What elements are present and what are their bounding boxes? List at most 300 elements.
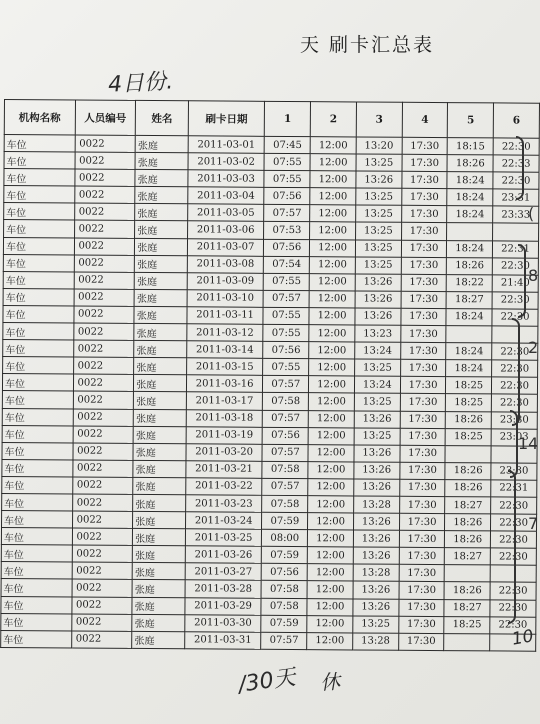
cell-punch-1: 07:56 xyxy=(263,427,309,444)
cell-name: 张庭 xyxy=(132,631,185,648)
cell-punch-6: 23:30 xyxy=(491,411,537,428)
cell-punch-4: 17:30 xyxy=(400,342,446,359)
header-name: 姓名 xyxy=(135,100,188,135)
cell-punch-1: 07:53 xyxy=(264,222,310,239)
cell-punch-5 xyxy=(444,633,490,650)
cell-punch-4: 17:30 xyxy=(399,496,445,513)
cell-punch-3: 13:26 xyxy=(355,308,401,325)
margin-bracket xyxy=(510,410,518,478)
margin-mark: 2 xyxy=(528,338,539,357)
cell-punch-3: 13:25 xyxy=(355,222,401,239)
cell-staff-id: 0022 xyxy=(72,579,133,597)
cell-punch-6: 22:33 xyxy=(493,155,539,172)
cell-punch-3: 13:25 xyxy=(356,205,402,222)
cell-name: 张庭 xyxy=(135,170,188,187)
cell-punch-1: 07:55 xyxy=(264,273,310,290)
cell-punch-1: 07:59 xyxy=(262,512,308,529)
cell-org: 车位 xyxy=(2,459,73,477)
cell-name: 张庭 xyxy=(133,460,186,477)
cell-date: 2011-03-01 xyxy=(188,136,265,154)
cell-punch-5: 18:25 xyxy=(444,616,490,633)
cell-name: 张庭 xyxy=(135,135,188,152)
header-punch-2: 2 xyxy=(310,102,356,137)
cell-punch-5: 18:25 xyxy=(445,428,491,445)
cell-name: 张庭 xyxy=(132,614,185,631)
handwritten-days-note: /30天 xyxy=(236,665,298,698)
cell-punch-3: 13:26 xyxy=(356,171,402,188)
cell-punch-4: 17:30 xyxy=(399,599,445,616)
cell-punch-3: 13:23 xyxy=(355,325,401,342)
cell-punch-5 xyxy=(445,565,491,582)
cell-staff-id: 0022 xyxy=(74,255,135,273)
cell-punch-6 xyxy=(493,223,539,240)
cell-punch-1: 07:59 xyxy=(262,547,308,564)
cell-org: 车位 xyxy=(2,408,73,426)
cell-date: 2011-03-29 xyxy=(185,597,262,615)
cell-date: 2011-03-27 xyxy=(185,563,262,581)
cell-date: 2011-03-17 xyxy=(186,392,263,410)
cell-punch-3: 13:25 xyxy=(356,154,402,171)
cell-punch-4: 17:30 xyxy=(399,582,445,599)
cell-punch-1: 07:55 xyxy=(263,359,309,376)
cell-punch-6: 22:30 xyxy=(492,343,538,360)
cell-org: 车位 xyxy=(1,528,72,546)
cell-punch-3: 13:28 xyxy=(353,633,399,650)
cell-punch-2: 12:00 xyxy=(310,137,356,154)
cell-org: 车位 xyxy=(2,493,73,511)
cell-name: 张庭 xyxy=(135,238,188,255)
cell-staff-id: 0022 xyxy=(75,152,136,170)
cell-name: 张庭 xyxy=(133,494,186,511)
cell-name: 张庭 xyxy=(134,392,187,409)
cell-name: 张庭 xyxy=(133,511,186,528)
cell-punch-5: 18:24 xyxy=(446,360,492,377)
cell-date: 2011-03-19 xyxy=(186,426,263,444)
cell-staff-id: 0022 xyxy=(74,220,135,238)
cell-punch-2: 12:00 xyxy=(308,444,354,461)
cell-punch-3: 13:20 xyxy=(356,137,402,154)
cell-punch-5: 18:25 xyxy=(446,377,492,394)
cell-name: 张庭 xyxy=(133,529,186,546)
cell-punch-3: 13:25 xyxy=(354,428,400,445)
cell-date: 2011-03-10 xyxy=(187,290,264,308)
cell-punch-1: 07:58 xyxy=(262,461,308,478)
cell-date: 2011-03-07 xyxy=(187,238,264,256)
cell-punch-4: 17:30 xyxy=(402,137,448,154)
cell-punch-3: 13:26 xyxy=(353,513,399,530)
cell-punch-4: 17:30 xyxy=(399,548,445,565)
cell-date: 2011-03-16 xyxy=(186,375,263,393)
cell-punch-4: 17:30 xyxy=(400,428,446,445)
cell-punch-4: 17:30 xyxy=(401,291,447,308)
cell-punch-2: 12:00 xyxy=(310,239,356,256)
cell-name: 张庭 xyxy=(132,563,185,580)
cell-punch-2: 12:00 xyxy=(307,581,353,598)
cell-punch-4: 17:30 xyxy=(401,189,447,206)
cell-punch-5: 18:24 xyxy=(446,309,492,326)
cell-punch-1: 07:57 xyxy=(263,410,309,427)
cell-staff-id: 0022 xyxy=(74,272,135,290)
cell-name: 张庭 xyxy=(134,375,187,392)
cell-punch-2: 12:00 xyxy=(309,376,355,393)
cell-punch-5: 18:26 xyxy=(447,155,493,172)
cell-name: 张庭 xyxy=(135,187,188,204)
cell-punch-4: 17:30 xyxy=(401,223,447,240)
cell-punch-6: 22:31 xyxy=(493,240,539,257)
cell-org: 车位 xyxy=(3,323,74,341)
cell-date: 2011-03-09 xyxy=(187,273,264,291)
cell-punch-5: 18:24 xyxy=(447,189,493,206)
cell-date: 2011-03-04 xyxy=(188,187,265,205)
cell-date: 2011-03-05 xyxy=(187,204,264,222)
cell-punch-6: 23:31 xyxy=(493,189,539,206)
cell-name: 张庭 xyxy=(135,153,188,170)
cell-punch-4: 17:30 xyxy=(399,530,445,547)
cell-name: 张庭 xyxy=(135,255,188,272)
cell-org: 车位 xyxy=(3,254,74,272)
cell-punch-1: 07:59 xyxy=(261,615,307,632)
margin-bracket xyxy=(518,244,526,318)
cell-punch-1: 07:57 xyxy=(262,478,308,495)
header-date: 刷卡日期 xyxy=(188,101,265,137)
cell-punch-4: 17:30 xyxy=(399,565,445,582)
cell-staff-id: 0022 xyxy=(72,460,133,478)
cell-punch-1: 07:58 xyxy=(263,393,309,410)
cell-staff-id: 0022 xyxy=(73,408,134,426)
header-punch-1: 1 xyxy=(265,101,311,136)
cell-punch-4: 17:30 xyxy=(399,513,445,530)
cell-punch-2: 12:00 xyxy=(307,547,353,564)
cell-name: 张庭 xyxy=(134,358,187,375)
cell-staff-id: 0022 xyxy=(74,238,135,256)
cell-punch-1: 07:55 xyxy=(264,171,310,188)
cell-punch-5: 18:26 xyxy=(447,257,493,274)
cell-punch-2: 12:00 xyxy=(308,410,354,427)
page-title: 天 刷卡汇总表 xyxy=(300,34,435,56)
cell-date: 2011-03-11 xyxy=(187,307,264,325)
cell-staff-id: 0022 xyxy=(75,135,136,153)
cell-punch-1: 07:54 xyxy=(264,256,310,273)
cell-date: 2011-03-02 xyxy=(188,153,265,171)
margin-mark: ( xyxy=(528,204,535,223)
cell-date: 2011-03-06 xyxy=(187,221,264,239)
swipe-card-table xyxy=(0,99,540,652)
cell-name: 张庭 xyxy=(134,323,187,340)
cell-punch-1: 07:57 xyxy=(264,205,310,222)
handwritten-month-note: 4日份. xyxy=(107,69,174,98)
table-row xyxy=(1,630,536,651)
cell-punch-4: 17:30 xyxy=(400,462,446,479)
header-punch-5: 5 xyxy=(448,103,494,138)
cell-punch-3: 13:28 xyxy=(353,564,399,581)
cell-punch-3: 13:26 xyxy=(354,445,400,462)
cell-punch-5: 18:24 xyxy=(446,343,492,360)
cell-punch-5: 18:26 xyxy=(445,462,491,479)
cell-name: 张庭 xyxy=(134,341,187,358)
cell-punch-4: 17:30 xyxy=(402,154,448,171)
cell-punch-1: 07:56 xyxy=(264,188,310,205)
cell-org: 车位 xyxy=(2,442,73,460)
cell-staff-id: 0022 xyxy=(73,426,134,444)
cell-punch-6: 22:30 xyxy=(492,360,538,377)
cell-punch-1: 07:58 xyxy=(261,598,307,615)
cell-name: 张庭 xyxy=(133,443,186,460)
header-staff-id: 人员编号 xyxy=(75,100,136,135)
cell-punch-1: 07:57 xyxy=(261,632,307,649)
cell-punch-5: 18:22 xyxy=(447,274,493,291)
cell-punch-6: 22:30 xyxy=(491,497,537,514)
cell-punch-6: 22:30 xyxy=(491,531,537,548)
cell-punch-3: 13:26 xyxy=(355,274,401,291)
cell-org: 车位 xyxy=(4,220,75,238)
cell-punch-6: 21:40 xyxy=(492,275,538,292)
cell-org: 车位 xyxy=(3,340,74,358)
cell-staff-id: 0022 xyxy=(71,597,132,615)
cell-name: 张庭 xyxy=(135,204,188,221)
cell-org: 车位 xyxy=(1,613,72,631)
cell-punch-4: 17:30 xyxy=(400,445,446,462)
cell-punch-3: 13:24 xyxy=(355,342,401,359)
cell-punch-2: 12:00 xyxy=(307,615,353,632)
cell-punch-1: 07:57 xyxy=(264,290,310,307)
cell-punch-2: 12:00 xyxy=(309,273,355,290)
cell-name: 张庭 xyxy=(134,289,187,306)
cell-punch-5: 18:26 xyxy=(444,582,490,599)
cell-date: 2011-03-15 xyxy=(186,358,263,376)
cell-org: 车位 xyxy=(4,135,75,153)
cell-punch-3: 13:25 xyxy=(355,240,401,257)
cell-staff-id: 0022 xyxy=(71,631,132,649)
header-punch-4: 4 xyxy=(402,102,448,137)
cell-staff-id: 0022 xyxy=(73,357,134,375)
cell-org: 车位 xyxy=(4,186,75,204)
cell-punch-1: 07:56 xyxy=(264,239,310,256)
cell-punch-4: 17:30 xyxy=(398,633,444,650)
cell-org: 车位 xyxy=(4,203,75,221)
cell-punch-3: 13:26 xyxy=(353,598,399,615)
table-header-row xyxy=(4,100,539,139)
cell-org: 车位 xyxy=(3,271,74,289)
cell-punch-1: 07:58 xyxy=(261,581,307,598)
cell-punch-1: 07:45 xyxy=(265,136,311,153)
cell-punch-6: 22:30 xyxy=(490,548,536,565)
cell-punch-5: 18:24 xyxy=(447,206,493,223)
cell-punch-2: 12:00 xyxy=(308,530,354,547)
header-punch-3: 3 xyxy=(356,102,402,137)
cell-punch-5: 18:26 xyxy=(445,514,491,531)
cell-date: 2011-03-21 xyxy=(186,461,263,479)
cell-org: 车位 xyxy=(1,562,72,580)
margin-mark: 7 xyxy=(528,514,539,533)
cell-punch-5 xyxy=(445,445,491,462)
cell-punch-1: 08:00 xyxy=(262,529,308,546)
cell-punch-4: 17:30 xyxy=(402,171,448,188)
cell-staff-id: 0022 xyxy=(72,494,133,512)
cell-name: 张庭 xyxy=(133,477,186,494)
cell-punch-1: 07:55 xyxy=(263,324,309,341)
cell-punch-1: 07:56 xyxy=(262,564,308,581)
cell-punch-5: 18:24 xyxy=(447,172,493,189)
cell-org: 车位 xyxy=(1,545,72,563)
cell-date: 2011-03-08 xyxy=(187,255,264,273)
cell-staff-id: 0022 xyxy=(74,169,135,187)
cell-punch-5: 18:25 xyxy=(446,394,492,411)
cell-punch-6: 22:30 xyxy=(492,309,538,326)
cell-org: 车位 xyxy=(1,579,72,597)
cell-punch-3: 13:25 xyxy=(356,188,402,205)
margin-bracket xyxy=(516,136,524,200)
cell-punch-3: 13:26 xyxy=(354,462,400,479)
cell-staff-id: 0022 xyxy=(72,511,133,529)
cell-punch-6: 22:30 xyxy=(491,514,537,531)
cell-punch-5: 18:27 xyxy=(445,548,491,565)
cell-punch-3: 13:26 xyxy=(353,581,399,598)
cell-punch-6: 22:30 xyxy=(493,172,539,189)
cell-staff-id: 0022 xyxy=(72,545,133,563)
header-punch-6: 6 xyxy=(493,103,539,138)
cell-punch-5: 18:27 xyxy=(446,291,492,308)
cell-staff-id: 0022 xyxy=(73,374,134,392)
cell-org: 车位 xyxy=(3,305,74,323)
cell-staff-id: 0022 xyxy=(72,528,133,546)
cell-date: 2011-03-12 xyxy=(187,324,264,342)
cell-punch-5: 18:27 xyxy=(445,497,491,514)
cell-name: 张庭 xyxy=(133,546,186,563)
cell-punch-4: 17:30 xyxy=(399,479,445,496)
cell-org: 车位 xyxy=(1,630,72,648)
cell-name: 张庭 xyxy=(135,221,188,238)
cell-punch-1: 07:55 xyxy=(263,307,309,324)
cell-punch-2: 12:00 xyxy=(307,598,353,615)
cell-punch-3: 13:24 xyxy=(354,376,400,393)
cell-punch-5 xyxy=(447,223,493,240)
margin-mark: 14 xyxy=(518,434,539,453)
cell-punch-5: 18:26 xyxy=(445,531,491,548)
cell-punch-4: 17:30 xyxy=(400,325,446,342)
cell-date: 2011-03-30 xyxy=(185,614,262,632)
cell-punch-6: 22:30 xyxy=(490,599,536,616)
cell-punch-1: 07:57 xyxy=(262,444,308,461)
cell-punch-1: 07:56 xyxy=(263,341,309,358)
cell-staff-id: 0022 xyxy=(73,306,134,324)
cell-staff-id: 0022 xyxy=(72,477,133,495)
header-org: 机构名称 xyxy=(4,100,75,135)
cell-punch-3: 13:26 xyxy=(354,479,400,496)
cell-punch-2: 12:00 xyxy=(307,632,353,649)
cell-org: 车位 xyxy=(4,152,75,170)
cell-punch-4: 17:30 xyxy=(401,274,447,291)
cell-date: 2011-03-03 xyxy=(188,170,265,188)
cell-date: 2011-03-26 xyxy=(185,546,262,564)
cell-punch-2: 12:00 xyxy=(309,308,355,325)
cell-name: 张庭 xyxy=(134,272,187,289)
cell-punch-1: 07:55 xyxy=(264,153,310,170)
cell-punch-5: 18:26 xyxy=(446,411,492,428)
cell-punch-6: 22:30 xyxy=(491,394,537,411)
cell-punch-3: 13:25 xyxy=(355,359,401,376)
cell-punch-4: 17:30 xyxy=(401,308,447,325)
cell-org: 车位 xyxy=(2,425,73,443)
cell-date: 2011-03-14 xyxy=(186,341,263,359)
cell-punch-2: 12:00 xyxy=(310,205,356,222)
cell-punch-2: 12:00 xyxy=(309,256,355,273)
cell-punch-4: 17:30 xyxy=(401,206,447,223)
handwritten-margin-number: 10 xyxy=(510,626,536,650)
cell-punch-4: 17:30 xyxy=(398,616,444,633)
cell-punch-2: 12:00 xyxy=(310,171,356,188)
cell-punch-4: 17:30 xyxy=(401,257,447,274)
cell-punch-6: 22:31 xyxy=(491,480,537,497)
cell-punch-3: 13:26 xyxy=(353,547,399,564)
cell-punch-5 xyxy=(446,326,492,343)
cell-date: 2011-03-20 xyxy=(186,443,263,461)
cell-punch-6: 22:30 xyxy=(490,582,536,599)
cell-org: 车位 xyxy=(3,357,74,375)
cell-org: 车位 xyxy=(2,374,73,392)
cell-punch-4: 17:30 xyxy=(400,377,446,394)
cell-punch-1: 07:58 xyxy=(262,495,308,512)
cell-punch-3: 13:26 xyxy=(353,530,399,547)
cell-punch-5: 18:27 xyxy=(444,599,490,616)
cell-org: 车位 xyxy=(3,237,74,255)
cell-punch-3: 13:26 xyxy=(355,291,401,308)
cell-punch-5: 18:15 xyxy=(448,138,494,155)
cell-punch-3: 13:28 xyxy=(354,496,400,513)
cell-punch-2: 12:00 xyxy=(310,222,356,239)
cell-punch-2: 12:00 xyxy=(308,513,354,530)
cell-punch-4: 17:30 xyxy=(400,394,446,411)
cell-punch-3: 13:26 xyxy=(354,410,400,427)
cell-punch-2: 12:00 xyxy=(308,461,354,478)
cell-punch-3: 13:25 xyxy=(355,257,401,274)
cell-org: 车位 xyxy=(3,288,74,306)
margin-bracket xyxy=(508,470,516,624)
margin-mark: 8 xyxy=(528,266,539,285)
cell-punch-2: 12:00 xyxy=(309,393,355,410)
cell-date: 2011-03-18 xyxy=(186,409,263,427)
cell-name: 张庭 xyxy=(133,426,186,443)
cell-org: 车位 xyxy=(1,596,72,614)
cell-name: 张庭 xyxy=(132,597,185,614)
cell-punch-2: 12:00 xyxy=(310,188,356,205)
cell-date: 2011-03-25 xyxy=(185,529,262,547)
cell-org: 车位 xyxy=(2,476,73,494)
cell-date: 2011-03-24 xyxy=(185,512,262,530)
cell-punch-2: 12:00 xyxy=(309,359,355,376)
cell-punch-2: 12:00 xyxy=(308,427,354,444)
cell-punch-5: 18:26 xyxy=(445,479,491,496)
cell-punch-2: 12:00 xyxy=(307,564,353,581)
cell-date: 2011-03-22 xyxy=(186,478,263,496)
cell-staff-id: 0022 xyxy=(73,323,134,341)
cell-staff-id: 0022 xyxy=(71,614,132,632)
handwritten-rest-note: 休 xyxy=(319,669,341,695)
cell-org: 车位 xyxy=(2,391,73,409)
cell-name: 张庭 xyxy=(134,306,187,323)
cell-staff-id: 0022 xyxy=(73,443,134,461)
cell-punch-4: 17:30 xyxy=(400,411,446,428)
cell-punch-2: 12:00 xyxy=(308,479,354,496)
cell-punch-6: 22:30 xyxy=(490,617,536,634)
cell-date: 2011-03-28 xyxy=(185,580,262,598)
cell-punch-2: 12:00 xyxy=(310,154,356,171)
cell-punch-3: 13:25 xyxy=(353,616,399,633)
cell-punch-6: 22:30 xyxy=(492,258,538,275)
cell-staff-id: 0022 xyxy=(73,391,134,409)
cell-name: 张庭 xyxy=(133,409,186,426)
cell-punch-1: 07:57 xyxy=(263,376,309,393)
cell-org: 车位 xyxy=(4,169,75,187)
